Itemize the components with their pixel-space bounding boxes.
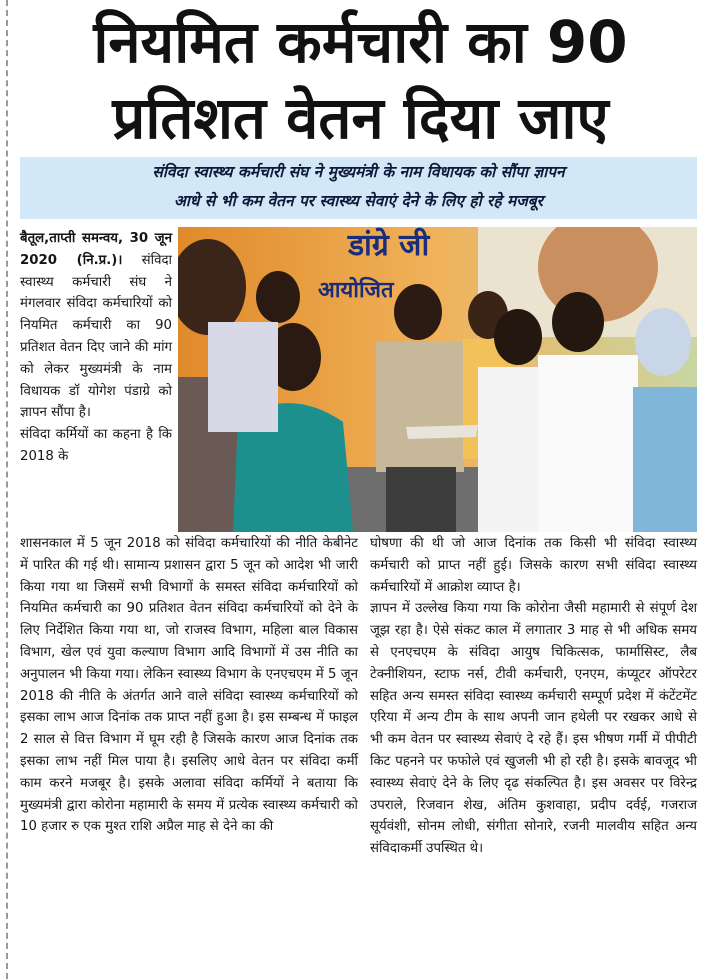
news-photo [178, 227, 697, 532]
intro-paragraph: संविदा स्वास्थ्य कर्मचारी संघ ने मंगलवार संविदा कर्मचारियों को नियमित कर्मचारी का 90 प्रतिशत वेतन दिए जाने की मांग को लेकर मुख्यमंत्री के नाम विधायक डॉ योगेश पंडाग्रे को ज्ञापन सौंपा है। [20, 252, 172, 421]
headline-line-1: नियमित कर्मचारी का 90 [93, 8, 628, 76]
headline-line-2: प्रतिशत वेतन दिया जाए [112, 84, 609, 152]
person-right-masked [633, 308, 697, 532]
subheadline-line-1: संविदा स्वास्थ्य कर्मचारी संघ ने मुख्यमंत्री के नाम विधायक को सौंपा ज्ञापन [152, 162, 565, 181]
right-column-paragraph-1: घोषणा की थी जो आज दिनांक तक किसी भी संविदा स्वास्थ्य कर्मचारी को प्राप्त नहीं हुई। जिसके कारण सभी संविदा स्वास्थ्य कर्मचारियों में आक्रोश व्याप्त है। [370, 536, 697, 595]
subheadline-line-2: आधे से भी कम वेतन पर स्वास्थ्य सेवाएं देने के लिए हो रहे मजबूर [174, 191, 543, 210]
intro-column [20, 228, 172, 468]
subheadline-box [20, 157, 697, 219]
paragraph-2-start: संविदा कर्मियों का कहना है कि 2018 के [20, 427, 172, 464]
right-column [370, 533, 697, 860]
banner-text-mid: आयोजित [318, 278, 394, 303]
page-fold-line [6, 0, 8, 979]
memorandum-paper [406, 425, 478, 439]
banner-text-top: डांग्रे जी [348, 228, 430, 263]
headline [18, 4, 703, 156]
right-column-paragraph-2: ज्ञापन में उल्लेख किया गया कि कोरोना जैसी महामारी से संपूर्ण देश जूझ रहा है। ऐसे संकट काल में लगातार 3 माह से भी अधिक समय से एनएचएम के संविदा आयुष चिकित्सक, फार्मासिस्ट, लैब टेक्नीशियन, स्टाफ नर्स, टीवी कर्मचारी, एनएम, कंप्यूटर ऑपरेटर सहित अन्य समस्त संविदा स्वास्थ्य कर्मचारी सम्पूर्ण प्रदेश में कंटेंटमेंट एरिया में अन्य टीम के साथ अपनी जान हथेली पर रखकर आधे से भी कम वेतन पर स्वास्थ्य सेवाएं दे रहे हैं। इस भीषण गर्मी में पीपीटी किट पहनने पर फफोले एवं खुजली भी हो रही है। इसके बावजूद भी स्वास्थ्य सेवाएं देने के लिए दृढ संकल्पित है। इस अवसर पर विरेन्द्र उपराले, रिजवान शेख, अंतिम कुशवाहा, प्रदीप दर्वई, गजराज सूर्यवंशी, सोनम लोधी, संगीता सोनारे, रजनी मालवीय सहित अन्य संविदाकर्मी उपस्थित थे। [370, 601, 697, 857]
left-column [20, 533, 358, 838]
left-column-text: शासनकाल में 5 जून 2018 को संविदा कर्मचारियों की नीति केबीनेट में पारित की गई थी। सामान्य प्रशासन द्वारा 5 जून को आदेश भी जारी किया गया था जिसमें सभी विभागों के समस्त संविदा कर्मचारियों को नियमित कर्मचारी का 90 प्रतिशत वेतन संविदा कर्मचारियों को देने के लिए निर्देशित किया गया था, जो राजस्व विभाग, महिला बाल विकास विभाग, खेल एवं युवा कल्याण विभाग आदि विभागों में उस नीति का अनुपालन भी किया गया। लेकिन स्वास्थ्य विभाग के एनएचएम में 5 जून 2018 की नीति के अंतर्गत आने वाले संविदा स्वास्थ्य कर्मचारियों को इसका लाभ आज दिनांक तक प्राप्त नहीं हुआ है। इस सम्बन्ध में फाइल 2 साल से वित्त विभाग में घूम रही है जिसके कारण आज दिनांक तक इसका लाभ नहीं मिल पाया है। इसलिए आधे वेतन पर संविदा कर्मी काम करने मजबूर है। इसके अलावा संविदा कर्मियों ने बताया कि मुख्यमंत्री द्वारा कोरोना महामारी के समय में प्रत्येक स्वास्थ्य कर्मचारी को 10 हजार रु एक मुश्त राशि अप्रैल माह से देने का की [20, 536, 358, 835]
dateline: बैतूल,ताप्ती समन्वय, 30 जून 2020 (नि.प्र.)। [20, 231, 172, 268]
